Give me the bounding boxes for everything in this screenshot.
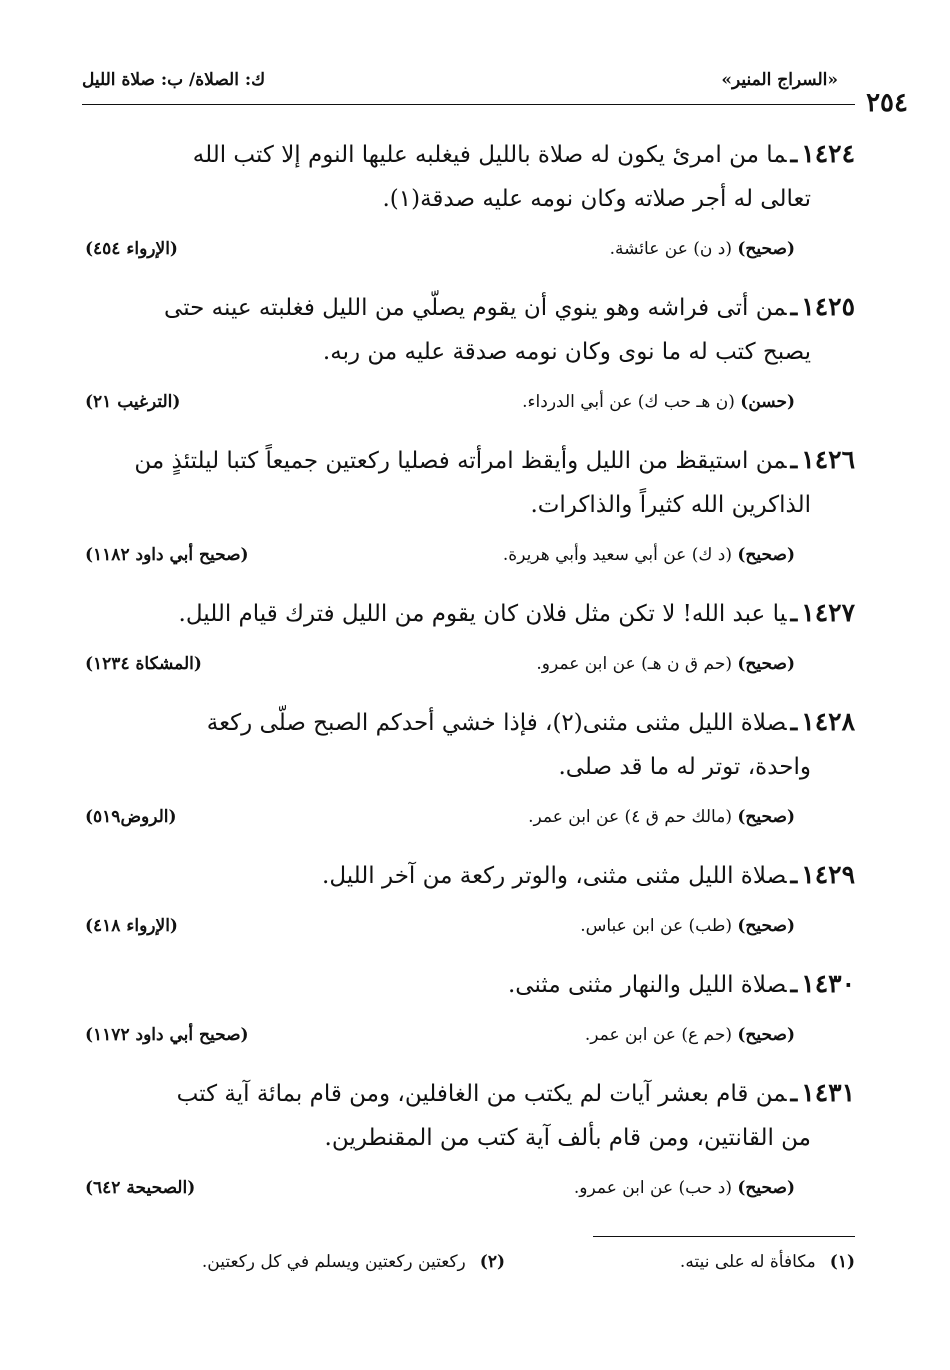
hadith-entry [85, 132, 855, 273]
reference: (المشكاة ١٢٣٤) [85, 654, 202, 674]
hadith-number: ١٤٢٧ [801, 598, 855, 627]
grade: (صحيح) [737, 1025, 795, 1045]
hadith-text: ١٤٣٠ـصلاة الليل والنهار مثنى مثنى. [507, 969, 855, 998]
source: (حم ق ن هـ) عن ابن عمرو. [536, 654, 732, 674]
reference: (الإرواء ٤٥٤) [85, 239, 178, 259]
hadith-attribution [85, 1019, 855, 1059]
page-number: ٢٥٤ [866, 88, 908, 118]
reference: (الصحيحة ٦٤٢) [85, 1178, 196, 1198]
hadith-entry [85, 285, 855, 426]
grade: (صحيح) [737, 807, 795, 827]
hadith-attribution [85, 386, 855, 426]
hadith-line: من استيقظ من الليل وأيقظ امرأته فصليا ركعتين جميعاً كتبا ليلتئذٍ من [134, 448, 787, 474]
reference: (الروض٥١٩) [85, 807, 177, 827]
hadith-line: الذاكرين الله كثيراً والذاكرات. [530, 492, 811, 518]
hadith-line: صلاة الليل مثنى مثنى، والوتر ركعة من آخر الليل. [322, 863, 787, 889]
footnote [680, 1252, 855, 1272]
hadith-text: ١٤٢٧ـيا عبد الله! لا تكن مثل فلان كان يقوم من الليل فترك قيام الليل. [178, 598, 855, 627]
reference: (الإرواء ٤١٨) [85, 916, 178, 936]
reference: (صحيح أبي داود ١١٨٢) [85, 545, 249, 565]
hadith-attribution [85, 648, 855, 688]
hadith-text: ١٤٢٤ـما من امرئ يكون له صلاة بالليل فيغلبه عليها النوم إلا كتب الله تعالى له أجر صلاته وكان نومه عليه صدقة(١). [85, 132, 855, 221]
source: (حم ع) عن ابن عمر. [584, 1025, 732, 1045]
hadith-number: ١٤٢٥ [801, 292, 855, 321]
reference: (الترغيب ٢١) [85, 392, 181, 412]
hadith-entry [85, 591, 855, 688]
source: (د حب) عن ابن عمرو. [573, 1178, 732, 1198]
footnote-mark: (١) [829, 1252, 855, 1272]
hadith-line: يا عبد الله! لا تكن مثل فلان كان يقوم من الليل فترك قيام الليل. [178, 601, 787, 627]
hadith-number: ١٤٢٤ [801, 139, 855, 168]
grade: (صحيح) [737, 239, 795, 259]
header-divider [82, 104, 855, 105]
source: (مالك حم ق ٤) عن ابن عمر. [528, 807, 732, 827]
hadith-line: صلاة الليل والنهار مثنى مثنى. [507, 972, 787, 998]
hadith-entry [85, 1071, 855, 1212]
hadith-attribution [85, 910, 855, 950]
source: (د ك) عن أبي سعيد وأبي هريرة. [502, 545, 732, 565]
footnote-text: ركعتين ركعتين ويسلم في كل ركعتين. [201, 1252, 466, 1272]
footnote-text: مكافأة له على نيته. [679, 1252, 816, 1272]
hadith-text: ١٤٢٥ـمن أتى فراشه وهو ينوي أن يقوم يصلّي من الليل فغلبته عينه حتى يصبح كتب له ما نوى وكان نومه صدقة عليه من ربه. [85, 285, 855, 374]
hadith-line: واحدة، توتر له ما قد صلى. [558, 754, 811, 780]
grade: (صحيح) [737, 916, 795, 936]
reference: (صحيح أبي داود ١١٧٢) [85, 1025, 249, 1045]
running-header [82, 70, 838, 100]
footnote-divider [593, 1236, 855, 1237]
grade: (صحيح) [737, 1178, 795, 1198]
hadith-line: من أتى فراشه وهو ينوي أن يقوم يصلّي من الليل فغلبته عينه حتى [164, 295, 787, 321]
hadith-line: صلاة الليل مثنى مثنى(٢)، فإذا خشي أحدكم الصبح صلّى ركعة [206, 710, 787, 736]
hadith-entry [85, 700, 855, 841]
hadith-line: من قام بعشر آيات لم يكتب من الغافلين، ومن قام بمائة آية كتب [176, 1081, 787, 1107]
hadith-number: ١٤٢٨ [801, 707, 855, 736]
hadith-number: ١٤٣١ [801, 1078, 855, 1107]
chapter-title: ك: الصلاة/ ب: صلاة الليل [82, 70, 266, 90]
hadith-text: ١٤٢٨ـصلاة الليل مثنى مثنى(٢)، فإذا خشي أحدكم الصبح صلّى ركعة واحدة، توتر له ما قد صلى. [85, 700, 855, 789]
hadith-entry [85, 853, 855, 950]
source: (ن هـ حب ك) عن أبي الدرداء. [522, 392, 735, 412]
hadith-number: ١٤٢٩ [801, 860, 855, 889]
grade: (صحيح) [737, 545, 795, 565]
footnote-mark: (٢) [479, 1252, 505, 1272]
source: (طب) عن ابن عباس. [580, 916, 732, 936]
hadith-number: ١٤٣٠ [801, 969, 855, 998]
hadith-line: تعالى له أجر صلاته وكان نومه عليه صدقة(١). [382, 186, 811, 212]
hadith-attribution [85, 233, 855, 273]
grade: (صحيح) [737, 654, 795, 674]
hadith-line: من القانتين، ومن قام بألف آية كتب من المقنطرين. [324, 1125, 811, 1151]
footnote [202, 1252, 505, 1272]
hadith-entry [85, 962, 855, 1059]
hadith-text: ١٤٢٩ـصلاة الليل مثنى مثنى، والوتر ركعة من آخر الليل. [322, 860, 855, 889]
hadith-attribution [85, 801, 855, 841]
hadith-text: ١٤٢٦ـمن استيقظ من الليل وأيقظ امرأته فصليا ركعتين جميعاً كتبا ليلتئذٍ من الذاكرين الله كثيراً والذاكرات. [85, 438, 855, 527]
source: (د ن) عن عائشة. [609, 239, 732, 259]
hadith-entry [85, 438, 855, 579]
hadith-line: ما من امرئ يكون له صلاة بالليل فيغلبه عليها النوم إلا كتب الله [192, 142, 787, 168]
hadith-attribution [85, 1172, 855, 1212]
hadith-text: ١٤٣١ـمن قام بعشر آيات لم يكتب من الغافلين، ومن قام بمائة آية كتب من القانتين، ومن قام بألف آية كتب من المقنطرين. [85, 1071, 855, 1160]
grade: (حسن) [740, 392, 795, 412]
hadith-attribution [85, 539, 855, 579]
hadith-number: ١٤٢٦ [801, 445, 855, 474]
book-title: «السراج المنير» [721, 70, 838, 90]
hadith-line: يصبح كتب له ما نوى وكان نومه صدقة عليه من ربه. [322, 339, 811, 365]
hadith-list [85, 132, 855, 1224]
